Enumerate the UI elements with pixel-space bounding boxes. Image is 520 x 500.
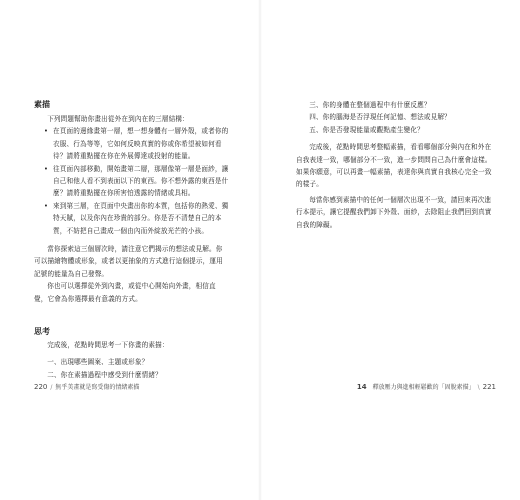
running-title: 釋放壓力與進相輕鬆歡的「固脫素描」 [372,384,475,391]
bullet-item: • 來到第三層，在頁面中央畫出你的本質，包括你的熱愛、獨特天賦，以及你內在珍貴的部分。你是否不清楚自己的本質，不妨把自己畫成一個由內而外綻放光芒的小孩。 [44,200,229,237]
paragraph: 完成後，花點時間思考整幅素描，看看哪個部分與內在和外在自我表達一致，哪個部分不一致，進一步問問自己為什麼會這樣。如果你願意，可以再畫一幅素描，表達你與真實自我核心完全一致的樣子。 [296,143,492,189]
footer-divider: \ [477,384,480,391]
section-heading-sketch: 素描 [34,100,50,109]
right-body [296,99,492,231]
layer-bullet-list [44,125,229,237]
bullet-item: • 在頁面的邊緣畫第一層，想一想身體有一層外殼，或者你的衣服、行為等等，它如何反映真實的你或你希望被如何看待？請將重點擺在你在外展傳達或投射的能量。 [44,125,229,162]
page-number: 220 [34,383,48,391]
left-body [34,113,229,305]
right-footer [357,382,496,391]
page-number: 221 [482,383,496,391]
section-heading-reflect: 思考 [34,327,50,336]
chapter-number: 14 [356,383,367,391]
reflect-intro: 完成後，花點時間思考一下你畫的素描： [47,341,169,349]
reflect-body [34,339,229,381]
paragraph: 每當你感到素描中的任何一個層次出現不一致，請回來再次進行本提示，讓它提醒我們卸下外殼、面紗，去除阻止我們回到真實自我的障礙。 [296,195,492,229]
paragraph: 當你探索這三個層次時，請注意它們揭示的想法或見解。你可以描繪物體或形象，或者以更抽象的方式進行這個提示，運用記號的能量為自己發聲。 [34,245,223,278]
bullet-item: • 往頁面內部移動，開始畫第二層，那層像第一層是面紗，讓自己和他人看不到表面以下的東西。你不想外露的東西是什麼？請將重點擺在你所害怕透露的情緒或具相。 [44,163,229,200]
footer-divider: / [50,384,53,391]
right-page [260,0,520,500]
left-footer [34,382,139,391]
question-item: 二、你在素描過程中感受到什麼情緒？ [47,370,162,379]
question-item: 四、你的腦海是否浮現任何記憶、想法或見解？ [309,113,451,122]
paragraph: 你也可以選擇從外到內畫，或從中心開始向外畫，相信直覺，它會為你選擇最有意義的方式。 [34,282,216,303]
intro-text: 下列問題幫助你畫出從外在到內在的三層結構： [47,115,189,123]
question-item: 五、你是否發現能量或觀點產生變化？ [309,125,424,134]
question-item: 一、出現哪些圖案、主題或形象？ [47,358,149,367]
running-title: 無乎美畫就是寫受傷的情緒素描 [55,384,140,391]
question-item: 三、你的身體在整個過程中有什麼反應？ [309,101,431,109]
